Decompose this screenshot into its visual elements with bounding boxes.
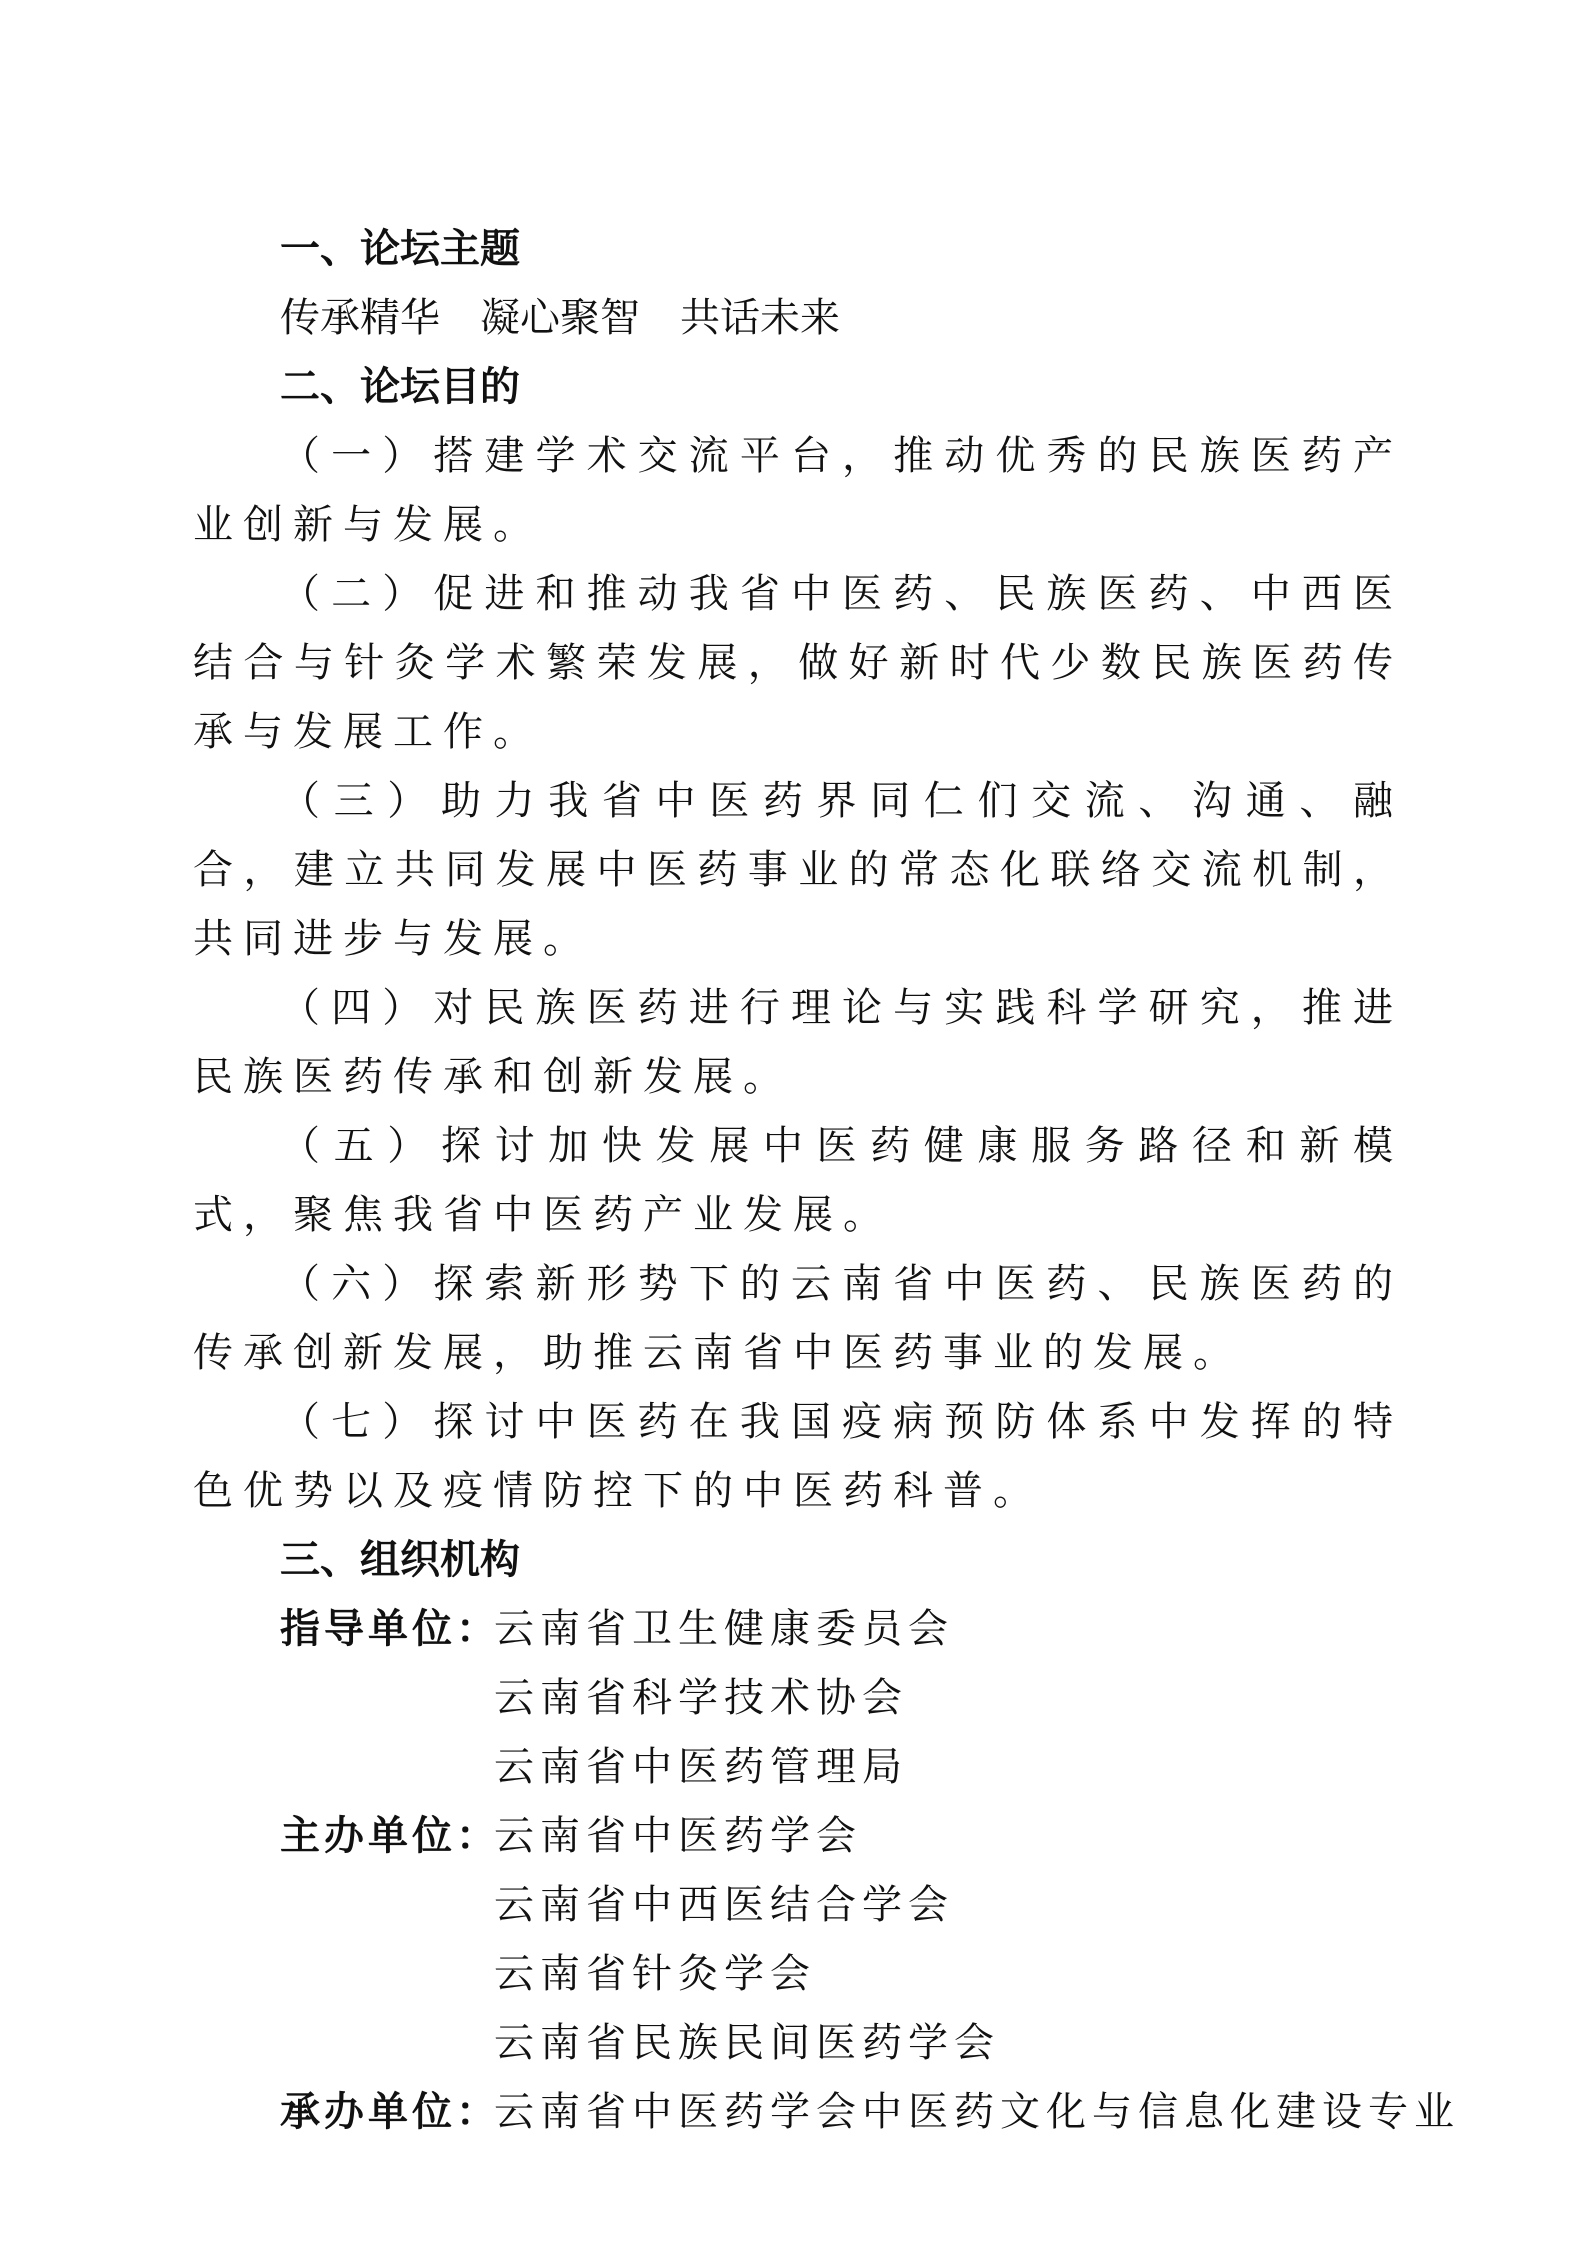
- section-heading-organization: 三、组织机构: [280, 1537, 520, 1583]
- org-name: 云南省中医药学会中医药文化与信息化建设专业: [494, 2089, 1460, 2135]
- purpose-item-3: （三）助力我省中医药界同仁们交流、沟通、融合，建立共同发展中医药事业的常态化联络交流机制，共同进步与发展。: [193, 778, 1403, 962]
- org-label-organizer: 承办单位：: [280, 2089, 500, 2135]
- purpose-item-6: （六）探索新形势下的云南省中医药、民族医药的传承创新发展，助推云南省中医药事业的发展。: [193, 1261, 1403, 1376]
- purpose-item-7: （七）探讨中医药在我国疫病预防体系中发挥的特色优势以及疫情防控下的中医药科普。: [193, 1399, 1403, 1514]
- org-name: 云南省科学技术协会: [494, 1675, 908, 1721]
- org-group-organizer: [280, 2078, 1460, 2147]
- org-name: 云南省中西医结合学会: [494, 1882, 954, 1928]
- forum-theme: 传承精华 凝心聚智 共话未来: [280, 295, 840, 341]
- org-name: 云南省中医药管理局: [494, 1744, 908, 1790]
- org-name: 云南省针灸学会: [494, 1951, 816, 1997]
- org-list-guiding: [494, 1595, 954, 1802]
- org-name: 云南省卫生健康委员会: [494, 1606, 954, 1652]
- section-heading-theme: 一、论坛主题: [280, 226, 520, 272]
- org-name: 云南省民族民间医药学会: [494, 2020, 1000, 2066]
- org-list-organizer: [494, 2078, 1460, 2147]
- purpose-item-4: （四）对民族医药进行理论与实践科学研究，推进民族医药传承和创新发展。: [193, 985, 1403, 1100]
- org-list-host: [494, 1802, 1000, 2078]
- org-name: 云南省中医药学会: [494, 1813, 862, 1859]
- org-label-host: 主办单位：: [280, 1813, 500, 1859]
- purpose-item-5: （五）探讨加快发展中医药健康服务路径和新模式，聚焦我省中医药产业发展。: [193, 1123, 1403, 1238]
- org-group-host: [280, 1802, 1403, 2078]
- purpose-item-2: （二）促进和推动我省中医药、民族医药、中西医结合与针灸学术繁荣发展，做好新时代少数民族医药传承与发展工作。: [193, 571, 1403, 755]
- section-heading-purpose: 二、论坛目的: [280, 364, 520, 410]
- org-label-guiding: 指导单位：: [280, 1606, 500, 1652]
- document-body: [193, 215, 1460, 2147]
- org-group-guiding: [280, 1595, 1403, 1802]
- purpose-item-1: （一）搭建学术交流平台，推动优秀的民族医药产业创新与发展。: [193, 433, 1403, 548]
